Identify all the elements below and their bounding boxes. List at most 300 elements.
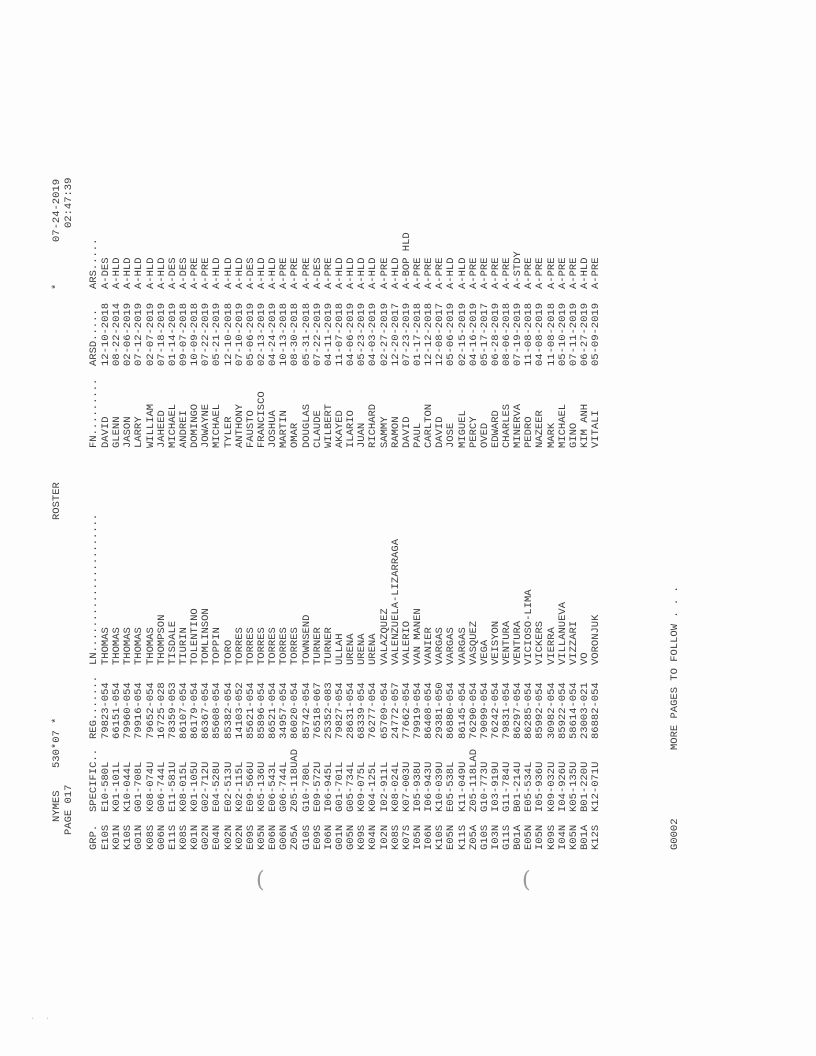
cell-grp: K01N xyxy=(189,824,202,850)
cell-ars: A-HLD xyxy=(267,257,280,289)
cell-arsd: 12-10-2018 xyxy=(222,302,235,366)
col-last-name: LN...................... xyxy=(88,513,100,665)
cell-arsd: 02-27-2019 xyxy=(378,302,391,366)
cell-last-name: VICKERS xyxy=(534,620,547,665)
cell-first-name: MICHAEL xyxy=(166,403,179,448)
report-header-line-2 xyxy=(64,150,76,850)
cell-arsd: 07-23-2019 xyxy=(400,302,413,366)
cell-specific: E02-513U xyxy=(222,761,235,812)
cell-specific: K05-135U xyxy=(567,761,580,812)
cell-specific: G10-780L xyxy=(300,761,313,812)
cell-reg: 85608-054 xyxy=(211,682,224,739)
cell-first-name: DAVID xyxy=(400,416,413,448)
cell-grp: I05N xyxy=(534,824,547,850)
table-row xyxy=(547,150,558,850)
cell-ars: A-DES xyxy=(311,257,324,289)
cell-last-name: VORONJUK xyxy=(590,614,603,665)
roster-report xyxy=(52,150,692,850)
cell-reg: 86179-054 xyxy=(189,682,202,739)
cell-ars: A-PRE xyxy=(278,257,291,289)
cell-ars: A-HLD xyxy=(144,257,157,289)
cell-arsd: 02-07-2019 xyxy=(144,302,157,366)
cell-arsd: 05-10-2019 xyxy=(556,302,569,366)
cell-arsd: 06-28-2019 xyxy=(489,302,502,366)
cell-last-name: THOMAS xyxy=(111,627,124,665)
roster-table xyxy=(101,150,602,850)
cell-reg: 79099-054 xyxy=(478,682,491,739)
table-row xyxy=(257,150,268,850)
cell-ars: A-HLD xyxy=(389,257,402,289)
cell-arsd: 04-11-2019 xyxy=(322,302,335,366)
cell-last-name: VENTURA xyxy=(512,620,525,665)
cell-specific: G10-773U xyxy=(478,761,491,812)
cell-ars: A-DES xyxy=(244,257,257,289)
col-reg: REG....... xyxy=(88,675,100,739)
cell-last-name: VIERRA xyxy=(545,627,558,665)
cell-last-name: VALERIO xyxy=(400,620,413,665)
cell-arsd: 04-06-2019 xyxy=(345,302,358,366)
cell-last-name: VENTURA xyxy=(501,620,514,665)
table-row xyxy=(157,150,168,850)
punch-hole-mark-top: ( xyxy=(256,868,265,893)
cell-arsd: 01-14-2019 xyxy=(166,302,179,366)
cell-grp: I04N xyxy=(556,824,569,850)
cell-reg: 86145-054 xyxy=(456,682,469,739)
cell-ars: A-HLD xyxy=(333,257,346,289)
cell-specific: I05-938U xyxy=(411,761,424,812)
cell-reg: 24772-057 xyxy=(389,682,402,739)
table-row xyxy=(346,150,357,850)
cell-arsd: 07-18-2019 xyxy=(155,302,168,366)
cell-grp: B01A xyxy=(512,824,525,850)
cell-ars: A-DES xyxy=(166,257,179,289)
page-number: PAGE 017 xyxy=(63,784,75,835)
cell-first-name: CLAUDE xyxy=(311,410,324,448)
table-row xyxy=(279,150,290,850)
col-arsd: ARSD..... xyxy=(88,309,100,366)
cell-ars: A-HLD xyxy=(222,257,235,289)
cell-first-name: JUAN xyxy=(356,422,369,448)
table-row xyxy=(424,150,435,850)
cell-reg: 85742-054 xyxy=(300,682,313,739)
cell-arsd: 12-20-2017 xyxy=(389,302,402,366)
cell-arsd: 09-07-2018 xyxy=(177,302,190,366)
cell-grp: K04N xyxy=(367,824,380,850)
cell-reg: 25352-083 xyxy=(322,682,335,739)
cell-first-name: RAMON xyxy=(389,416,402,448)
footer-note: MORE PAGES TO FOLLOW . . . xyxy=(669,586,681,750)
cell-ars: A-PRE xyxy=(411,257,424,289)
cell-reg: 76277-054 xyxy=(367,682,380,739)
cell-reg: 79960-054 xyxy=(122,682,135,739)
cell-last-name: THOMAS xyxy=(133,627,146,665)
table-row xyxy=(469,150,480,850)
cell-grp: I03N xyxy=(489,824,502,850)
cell-reg: 86285-054 xyxy=(523,682,536,739)
cell-specific: E09-566U xyxy=(244,761,257,812)
cell-ars: A-HLD xyxy=(233,257,246,289)
cell-specific: K01-101L xyxy=(111,761,124,812)
cell-grp: E09S xyxy=(311,824,324,850)
cell-last-name: TORRES xyxy=(267,627,280,665)
table-row xyxy=(212,150,223,850)
cell-ars: A-PRE xyxy=(501,257,514,289)
table-row xyxy=(302,150,313,850)
cell-specific: Z05-118LAD xyxy=(467,748,480,812)
table-row xyxy=(201,150,212,850)
cell-first-name: GLENN xyxy=(111,416,124,448)
table-row xyxy=(101,150,112,850)
cell-reg: 86408-054 xyxy=(423,682,436,739)
cell-grp: E10S xyxy=(100,824,112,850)
cell-last-name: VILLANUEVA xyxy=(556,601,569,665)
cell-specific: E10-580L xyxy=(100,761,112,812)
header-star: * xyxy=(51,283,63,290)
table-row xyxy=(290,150,301,850)
cell-last-name: VICIOSO-LIMA xyxy=(523,589,536,665)
cell-arsd: 07-19-2019 xyxy=(512,302,525,366)
cell-ars: A-PRE xyxy=(534,257,547,289)
table-row xyxy=(168,150,179,850)
cell-arsd: 07-22-2019 xyxy=(200,302,213,366)
cell-first-name: DAVID xyxy=(100,416,112,448)
cell-first-name: MINERVA xyxy=(512,403,525,448)
cell-reg: 85896-054 xyxy=(255,682,268,739)
cell-reg: 85922-054 xyxy=(556,682,569,739)
cell-reg: 86020-054 xyxy=(289,682,302,739)
cell-specific: B01-220U xyxy=(579,761,592,812)
table-row xyxy=(558,150,569,850)
table-row xyxy=(246,150,257,850)
cell-grp: E05N xyxy=(523,824,536,850)
report-date: 07-24-2019 xyxy=(51,178,63,242)
cell-first-name: MIGUEL xyxy=(456,410,469,448)
table-row xyxy=(491,150,502,850)
cell-ars: A-PRE xyxy=(289,257,302,289)
cell-arsd: 05-23-2019 xyxy=(356,302,369,366)
cell-last-name: THOMAS xyxy=(100,627,112,665)
cell-grp: K08S xyxy=(144,824,157,850)
cell-arsd: 07-12-2019 xyxy=(133,302,146,366)
cell-arsd: 07-10-2019 xyxy=(233,302,246,366)
cell-last-name: VALENZUELA-LIZARRAGA xyxy=(389,538,402,665)
cell-arsd: 01-17-2018 xyxy=(411,302,424,366)
col-ars: ARS..... xyxy=(88,238,100,289)
cell-ars: A-PRE xyxy=(200,257,213,289)
cell-first-name: VITALI xyxy=(590,410,603,448)
cell-grp: G06N xyxy=(155,824,168,850)
cell-specific: E09-572U xyxy=(311,761,324,812)
cell-ars: A-HLD xyxy=(345,257,358,289)
cell-reg: 79652-054 xyxy=(144,682,157,739)
cell-last-name: TORRES xyxy=(255,627,268,665)
cell-ars: A-HLD xyxy=(367,257,380,289)
cell-first-name: MICHAEL xyxy=(211,403,224,448)
cell-specific: K08-015L xyxy=(177,761,190,812)
cell-arsd: 02-15-2019 xyxy=(456,302,469,366)
cell-specific: E06-543L xyxy=(267,761,280,812)
cell-grp: G10S xyxy=(478,824,491,850)
cell-first-name: ANTHONY xyxy=(233,403,246,448)
cell-first-name: TYLER xyxy=(222,416,235,448)
cell-last-name: URENA xyxy=(367,633,380,665)
cell-grp: K02N xyxy=(233,824,246,850)
cell-specific: I06-945L xyxy=(322,761,335,812)
cell-first-name: MARK xyxy=(545,422,558,448)
cell-grp: Z05A xyxy=(467,824,480,850)
cell-first-name: JOWAYNE xyxy=(200,403,213,448)
cell-arsd: 05-06-2019 xyxy=(445,302,458,366)
cell-last-name: TURNER xyxy=(311,627,324,665)
cell-ars: A-PRE xyxy=(423,257,436,289)
cell-arsd: 11-08-2018 xyxy=(545,302,558,366)
cell-last-name: VARGAS xyxy=(456,627,469,665)
cell-reg: 85621-054 xyxy=(244,682,257,739)
cell-last-name: TOLENTINO xyxy=(189,608,202,665)
cell-ars: A-DES xyxy=(100,257,112,289)
cell-ars: A-DES xyxy=(177,257,190,289)
cell-ars: A-PRE xyxy=(467,257,480,289)
cell-specific: K02-115L xyxy=(233,761,246,812)
cell-last-name: THOMPSON xyxy=(155,614,168,665)
cell-arsd: 04-24-2019 xyxy=(267,302,280,366)
cell-ars: A-PRE xyxy=(590,257,603,289)
cell-grp: K05N xyxy=(255,824,268,850)
footer-code: G0002 xyxy=(669,818,681,850)
cell-specific: K09-032U xyxy=(545,761,558,812)
cell-ars: A-PRE xyxy=(545,257,558,289)
cell-ars: A-PRE xyxy=(300,257,313,289)
cell-arsd: 05-09-2019 xyxy=(590,302,603,366)
cell-reg: 86297-054 xyxy=(512,682,525,739)
cell-specific: G06-744L xyxy=(155,761,168,812)
cell-grp: B01A xyxy=(579,824,592,850)
cell-specific: E05-538L xyxy=(445,761,458,812)
report-time: 02:47:39 xyxy=(63,177,75,228)
cell-specific: G02-712U xyxy=(200,761,213,812)
cell-first-name: JOSE xyxy=(445,422,458,448)
cell-ars: A-PRE xyxy=(378,257,391,289)
cell-arsd: 08-22-2014 xyxy=(111,302,124,366)
table-row xyxy=(435,150,446,850)
cell-specific: K08-024L xyxy=(389,761,402,812)
cell-ars: A-PRE xyxy=(189,257,202,289)
cell-reg: 79823-054 xyxy=(100,682,112,739)
cell-grp: K07S xyxy=(400,824,413,850)
table-row xyxy=(123,150,134,850)
table-row xyxy=(335,150,346,850)
cell-ars: A-PRE xyxy=(434,257,447,289)
cell-reg: 86521-054 xyxy=(267,682,280,739)
cell-last-name: TIURIN xyxy=(177,627,190,665)
table-row xyxy=(513,150,524,850)
cell-specific: G11-784U xyxy=(501,761,514,812)
cell-specific: G01-708L xyxy=(133,761,146,812)
cell-reg: 79916-054 xyxy=(133,682,146,739)
cell-reg: 30982-054 xyxy=(545,682,558,739)
table-row xyxy=(146,150,157,850)
cell-ars: A-PRE xyxy=(322,257,335,289)
cell-reg: 23003-021 xyxy=(579,682,592,739)
cell-first-name: JOSHUA xyxy=(267,410,280,448)
cell-arsd: 04-08-2019 xyxy=(534,302,547,366)
cell-arsd: 08-06-2018 xyxy=(501,302,514,366)
cell-first-name: RICHARD xyxy=(367,403,380,448)
cell-specific: K10-044L xyxy=(122,761,135,812)
cell-first-name: OMAR xyxy=(289,422,302,448)
cell-last-name: VALAZQUEZ xyxy=(378,608,391,665)
cell-reg: 29381-050 xyxy=(434,682,447,739)
column-headers xyxy=(89,150,101,850)
cell-last-name: TOPPIN xyxy=(211,627,224,665)
cell-grp: K11S xyxy=(456,824,469,850)
cell-grp: E04N xyxy=(211,824,224,850)
cell-grp: G05N xyxy=(345,824,358,850)
cell-grp: I06N xyxy=(322,824,335,850)
cell-grp: G02N xyxy=(200,824,213,850)
cell-ars: A-HLD xyxy=(456,257,469,289)
cell-grp: G10S xyxy=(300,824,313,850)
cell-arsd: 12-10-2018 xyxy=(100,302,112,366)
cell-reg: 28631-054 xyxy=(345,682,358,739)
cell-first-name: JASON xyxy=(122,416,135,448)
cell-grp: K08S xyxy=(389,824,402,850)
cell-grp: K10S xyxy=(434,824,447,850)
cell-ars: A-PRE xyxy=(489,257,502,289)
cell-specific: K08-074U xyxy=(144,761,157,812)
cell-specific: Z05-118UAD xyxy=(289,748,302,812)
cell-specific: K09-075L xyxy=(356,761,369,812)
cell-first-name: DOMINGO xyxy=(189,403,202,448)
cell-first-name: WILBERT xyxy=(322,403,335,448)
cell-grp: G01N xyxy=(333,824,346,850)
cell-arsd: 04-03-2019 xyxy=(367,302,380,366)
cell-grp: K10S xyxy=(122,824,135,850)
cell-grp: K05N xyxy=(567,824,580,850)
cell-arsd: 05-31-2018 xyxy=(300,302,313,366)
cell-first-name: AKAYED xyxy=(333,410,346,448)
cell-reg: 68339-054 xyxy=(356,682,369,739)
cell-ars: A-PRE xyxy=(478,257,491,289)
table-row xyxy=(480,150,491,850)
cell-arsd: 05-17-2017 xyxy=(478,302,491,366)
cell-grp: E06N xyxy=(267,824,280,850)
cell-first-name: OVED xyxy=(478,422,491,448)
cell-arsd: 12-08-2017 xyxy=(434,302,447,366)
cell-last-name: VIZZARI xyxy=(567,620,580,665)
cell-reg: 85382-054 xyxy=(222,682,235,739)
cell-first-name: FAUSTO xyxy=(244,410,257,448)
cell-specific: I04-926U xyxy=(556,761,569,812)
cell-grp: K01N xyxy=(111,824,124,850)
cell-arsd: 06-27-2019 xyxy=(579,302,592,366)
cell-specific: E05-534L xyxy=(523,761,536,812)
cell-last-name: TURNER xyxy=(322,627,335,665)
cell-first-name: PEDRO xyxy=(523,416,536,448)
cell-first-name: GINO xyxy=(567,422,580,448)
scan-speck: . . xyxy=(30,1012,53,1022)
table-row xyxy=(535,150,546,850)
cell-first-name: LARRY xyxy=(133,416,146,448)
table-row xyxy=(591,150,602,850)
cell-reg: 78359-053 xyxy=(166,682,179,739)
cell-specific: K12-071U xyxy=(590,761,603,812)
table-row xyxy=(413,150,424,850)
cell-last-name: TOMLINSON xyxy=(200,608,213,665)
cell-specific: K10-039U xyxy=(434,761,447,812)
cell-specific: K05-136U xyxy=(255,761,268,812)
cell-specific: I05-936U xyxy=(534,761,547,812)
cell-grp: K09S xyxy=(356,824,369,850)
cell-grp: E05N xyxy=(445,824,458,850)
cell-grp: G11S xyxy=(501,824,514,850)
cell-ars: A-PRE xyxy=(523,257,536,289)
cell-arsd: 05-21-2019 xyxy=(211,302,224,366)
table-row xyxy=(268,150,279,850)
cell-ars: A-BOP HLD xyxy=(400,232,413,289)
cell-last-name: TORRES xyxy=(289,627,302,665)
cell-reg: 86880-054 xyxy=(445,682,458,739)
cell-last-name: ULLAH xyxy=(333,633,346,665)
report-footer xyxy=(670,150,682,850)
cell-first-name: JAHEED xyxy=(155,410,168,448)
cell-first-name: DAVID xyxy=(434,416,447,448)
cell-last-name: VEGA xyxy=(478,639,491,665)
cell-ars: A-HLD xyxy=(356,257,369,289)
cell-reg: 66151-054 xyxy=(111,682,124,739)
cell-first-name: NAZEER xyxy=(534,410,547,448)
cell-arsd: 07-11-2019 xyxy=(567,302,580,366)
cell-last-name: VEISYON xyxy=(489,620,502,665)
cell-reg: 79831-054 xyxy=(501,682,514,739)
cell-last-name: VARGAS xyxy=(445,627,458,665)
cell-reg: 76518-067 xyxy=(311,682,324,739)
cell-specific: K07-003U xyxy=(400,761,413,812)
cell-first-name: PAUL xyxy=(411,422,424,448)
cell-specific: G01-701L xyxy=(333,761,346,812)
table-row xyxy=(324,150,335,850)
cell-arsd: 11-07-2018 xyxy=(333,302,346,366)
cell-ars: A-HLD xyxy=(122,257,135,289)
cell-specific: I03-919U xyxy=(489,761,502,812)
cell-first-name: FRANCISCO xyxy=(255,391,268,448)
cell-grp: Z05A xyxy=(289,824,302,850)
cell-reg: 65709-054 xyxy=(378,682,391,739)
report-header-line-1 xyxy=(52,150,64,850)
cell-arsd: 10-09-2018 xyxy=(189,302,202,366)
table-row xyxy=(569,150,580,850)
cell-ars: A-HLD xyxy=(155,257,168,289)
table-row xyxy=(357,150,368,850)
table-row xyxy=(112,150,123,850)
cell-last-name: THOMAS xyxy=(144,627,157,665)
cell-arsd: 05-06-2019 xyxy=(244,302,257,366)
cell-specific: B01-214U xyxy=(512,761,525,812)
cell-first-name: CARLTON xyxy=(423,403,436,448)
cell-arsd: 10-13-2018 xyxy=(278,302,291,366)
table-row xyxy=(380,150,391,850)
cell-last-name: TISDALE xyxy=(166,620,179,665)
cell-arsd: 02-06-2019 xyxy=(122,302,135,366)
cell-first-name: MARTIN xyxy=(278,410,291,448)
cell-arsd: 02-13-2019 xyxy=(255,302,268,366)
cell-specific: K11-049U xyxy=(456,761,469,812)
cell-last-name: URENA xyxy=(345,633,358,665)
cell-specific: E04-528U xyxy=(211,761,224,812)
cell-arsd: 12-12-2018 xyxy=(423,302,436,366)
system-name: NYMES xyxy=(51,790,63,822)
cell-reg: 79919-054 xyxy=(411,682,424,739)
